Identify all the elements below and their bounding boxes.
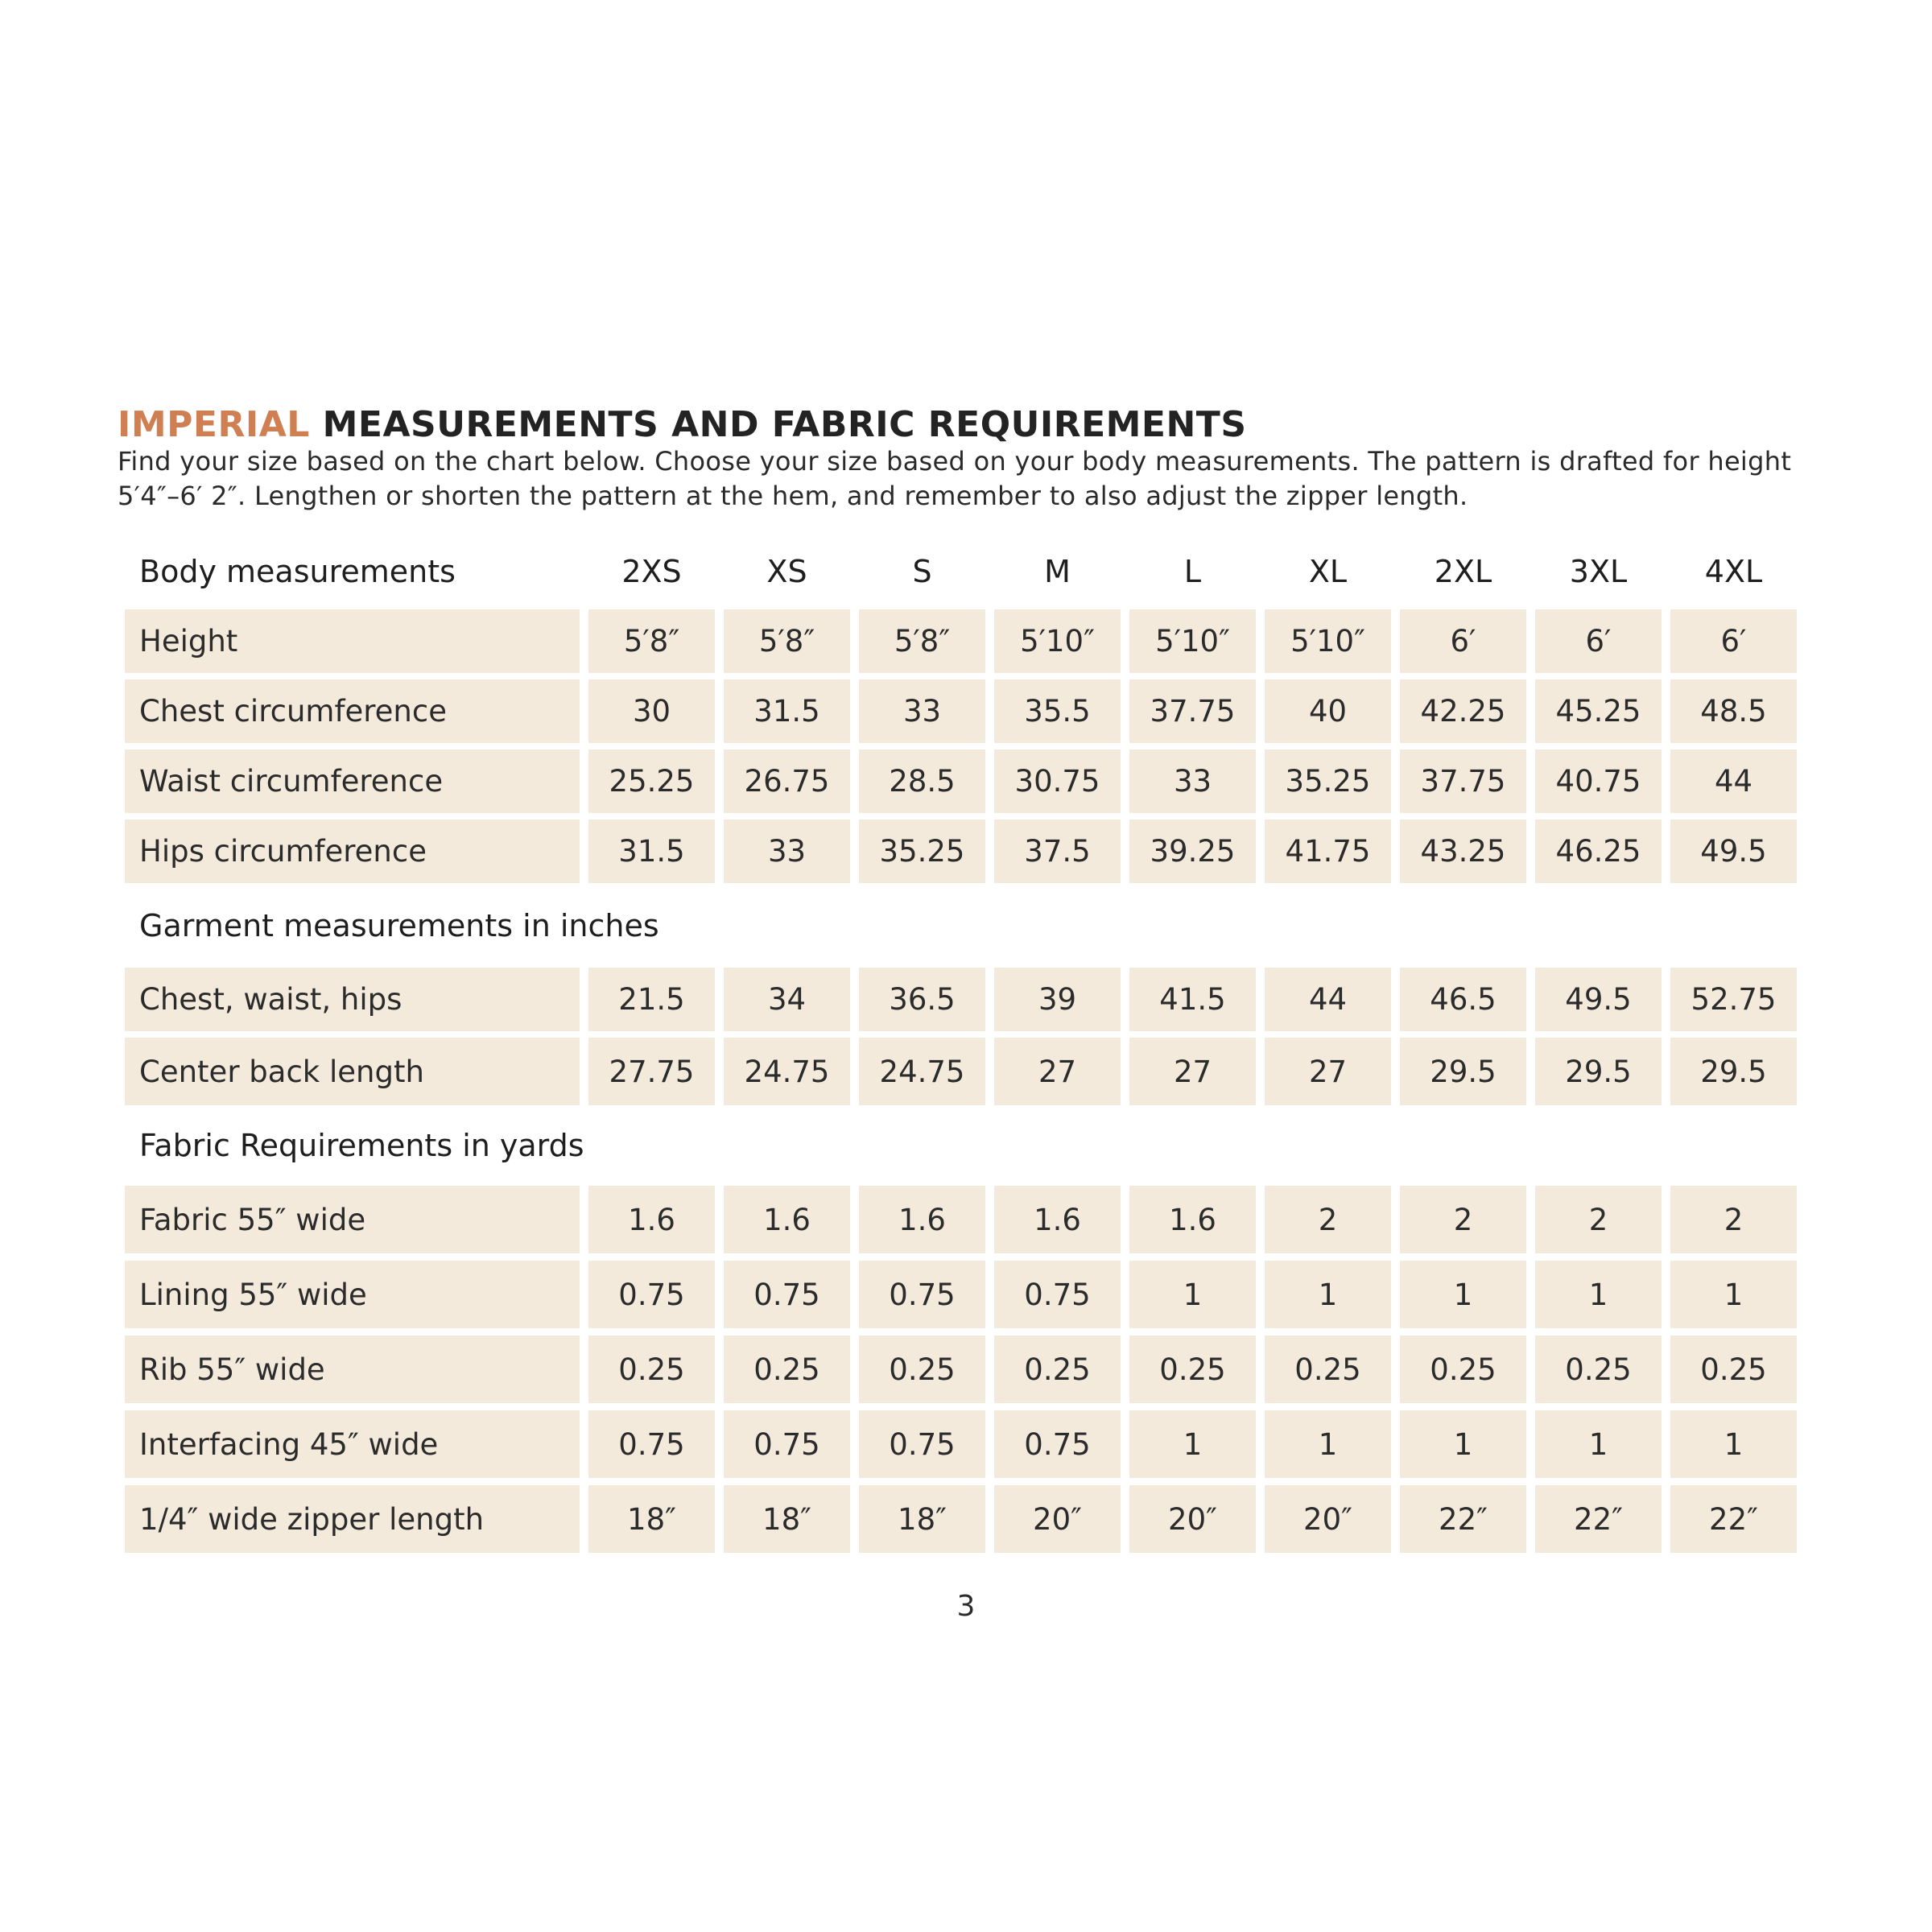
- table-cell: 0.75: [724, 1261, 850, 1328]
- size-header: 2XL: [1434, 554, 1492, 589]
- row-label: Height: [125, 609, 580, 673]
- table-cell: 20″: [994, 1485, 1121, 1553]
- table-cell: 0.75: [994, 1261, 1121, 1328]
- title-accent: IMPERIAL: [118, 404, 310, 445]
- table-row: [125, 1261, 1799, 1328]
- table-row: [125, 1038, 1799, 1105]
- table-cell: 30: [588, 679, 715, 743]
- table-cell: 1.6: [1129, 1186, 1256, 1253]
- table-cell: 1: [1670, 1261, 1797, 1328]
- table-cell: 6′: [1400, 609, 1526, 673]
- row-label: Hips circumference: [125, 819, 580, 883]
- table-cell: 33: [1129, 749, 1256, 813]
- table-row: [125, 1186, 1799, 1253]
- table-cell: 22″: [1670, 1485, 1797, 1553]
- table-cell: 0.25: [1265, 1335, 1391, 1403]
- table-cell: 40.75: [1535, 749, 1662, 813]
- table-cell: 41.75: [1265, 819, 1391, 883]
- table-header-row: [125, 539, 1799, 604]
- table-cell: 1: [1400, 1261, 1526, 1328]
- row-label: Waist circumference: [125, 749, 580, 813]
- table-cell: 22″: [1400, 1485, 1526, 1553]
- intro-line-1: Find your size based on the chart below. Choose your size based on your body measurements. The pattern is drafted for height: [118, 446, 1792, 477]
- table-cell: 0.75: [724, 1410, 850, 1478]
- size-header: M: [1044, 554, 1071, 589]
- table-cell: 39.25: [1129, 819, 1256, 883]
- table-cell: 1: [1265, 1261, 1391, 1328]
- table-cell: 49.5: [1670, 819, 1797, 883]
- page-number: 3: [956, 1590, 976, 1623]
- table-cell: 0.75: [588, 1261, 715, 1328]
- table-cell: 33: [859, 679, 985, 743]
- row-label: Chest, waist, hips: [125, 968, 580, 1031]
- title-rest: MEASUREMENTS AND FABRIC REQUIREMENTS: [322, 404, 1247, 445]
- table-cell: 31.5: [724, 679, 850, 743]
- table-cell: 49.5: [1535, 968, 1662, 1031]
- size-header: 3XL: [1569, 554, 1628, 589]
- table-cell: 5′10″: [994, 609, 1121, 673]
- table-cell: 30.75: [994, 749, 1121, 813]
- table-cell: 40: [1265, 679, 1391, 743]
- size-chart-table: [125, 539, 1799, 1553]
- section-heading-garment: Garment measurements in inches: [139, 907, 659, 943]
- table-cell: 42.25: [1400, 679, 1526, 743]
- table-cell: 1.6: [859, 1186, 985, 1253]
- table-cell: 24.75: [859, 1038, 985, 1105]
- table-cell: 5′8″: [859, 609, 985, 673]
- table-cell: 46.25: [1535, 819, 1662, 883]
- table-cell: 1.6: [588, 1186, 715, 1253]
- table-cell: 37.5: [994, 819, 1121, 883]
- table-cell: 36.5: [859, 968, 985, 1031]
- table-cell: 52.75: [1670, 968, 1797, 1031]
- table-cell: 28.5: [859, 749, 985, 813]
- table-cell: 18″: [724, 1485, 850, 1553]
- table-cell: 18″: [859, 1485, 985, 1553]
- table-cell: 44: [1670, 749, 1797, 813]
- table-cell: 0.75: [588, 1410, 715, 1478]
- table-cell: 1: [1400, 1410, 1526, 1478]
- table-cell: 29.5: [1535, 1038, 1662, 1105]
- table-cell: 2: [1400, 1186, 1526, 1253]
- table-cell: 27: [994, 1038, 1121, 1105]
- size-header: L: [1183, 554, 1202, 589]
- table-cell: 48.5: [1670, 679, 1797, 743]
- intro-paragraph: [118, 444, 1824, 514]
- size-header: XL: [1308, 554, 1348, 589]
- table-cell: 1: [1670, 1410, 1797, 1478]
- table-cell: 31.5: [588, 819, 715, 883]
- table-cell: 20″: [1129, 1485, 1256, 1553]
- table-cell: 21.5: [588, 968, 715, 1031]
- table-cell: 37.75: [1129, 679, 1256, 743]
- table-cell: 0.25: [724, 1335, 850, 1403]
- row-label: Rib 55″ wide: [125, 1335, 580, 1403]
- table-cell: 46.5: [1400, 968, 1526, 1031]
- table-row: [125, 1335, 1799, 1403]
- table-row: [125, 749, 1799, 813]
- table-row: [125, 968, 1799, 1031]
- row-label: Lining 55″ wide: [125, 1261, 580, 1328]
- table-cell: 27.75: [588, 1038, 715, 1105]
- row-label: Fabric 55″ wide: [125, 1186, 580, 1253]
- table-cell: 0.25: [1670, 1335, 1797, 1403]
- table-cell: 26.75: [724, 749, 850, 813]
- table-cell: 0.25: [1400, 1335, 1526, 1403]
- size-header: S: [912, 554, 932, 589]
- table-cell: 37.75: [1400, 749, 1526, 813]
- table-cell: 25.25: [588, 749, 715, 813]
- table-cell: 39: [994, 968, 1121, 1031]
- table-cell: 1: [1535, 1410, 1662, 1478]
- table-cell: 41.5: [1129, 968, 1256, 1031]
- row-label: Chest circumference: [125, 679, 580, 743]
- row-label: Center back length: [125, 1038, 580, 1105]
- table-cell: 5′10″: [1265, 609, 1391, 673]
- table-cell: 0.25: [588, 1335, 715, 1403]
- table-cell: 18″: [588, 1485, 715, 1553]
- size-header: XS: [766, 554, 807, 589]
- table-cell: 1: [1129, 1261, 1256, 1328]
- table-cell: 2: [1670, 1186, 1797, 1253]
- table-row: [125, 819, 1799, 883]
- table-cell: 22″: [1535, 1485, 1662, 1553]
- table-cell: 6′: [1670, 609, 1797, 673]
- table-cell: 5′8″: [588, 609, 715, 673]
- table-cell: 29.5: [1670, 1038, 1797, 1105]
- table-cell: 29.5: [1400, 1038, 1526, 1105]
- table-row: [125, 1410, 1799, 1478]
- table-cell: 1.6: [724, 1186, 850, 1253]
- table-cell: 5′10″: [1129, 609, 1256, 673]
- size-header: 4XL: [1704, 554, 1763, 589]
- table-cell: 1.6: [994, 1186, 1121, 1253]
- table-cell: 27: [1129, 1038, 1256, 1105]
- table-row: [125, 609, 1799, 673]
- table-cell: 35.5: [994, 679, 1121, 743]
- table-cell: 0.25: [1535, 1335, 1662, 1403]
- table-cell: 43.25: [1400, 819, 1526, 883]
- table-cell: 34: [724, 968, 850, 1031]
- table-row: [125, 679, 1799, 743]
- table-cell: 45.25: [1535, 679, 1662, 743]
- table-cell: 2: [1535, 1186, 1662, 1253]
- table-cell: 0.25: [859, 1335, 985, 1403]
- table-cell: 6′: [1535, 609, 1662, 673]
- row-label: 1/4″ wide zipper length: [125, 1485, 580, 1553]
- table-cell: 1: [1129, 1410, 1256, 1478]
- header-label: Body measurements: [139, 554, 456, 589]
- section-heading-fabric: Fabric Requirements in yards: [139, 1128, 584, 1163]
- page-title: [118, 401, 1247, 449]
- row-label: Interfacing 45″ wide: [125, 1410, 580, 1478]
- table-cell: 33: [724, 819, 850, 883]
- table-cell: 0.25: [1129, 1335, 1256, 1403]
- size-header: 2XS: [621, 554, 682, 589]
- table-cell: 24.75: [724, 1038, 850, 1105]
- intro-line-2: 5′4″–6′ 2″. Lengthen or shorten the pattern at the hem, and remember to also adjust the zipper length.: [118, 481, 1468, 511]
- table-cell: 35.25: [859, 819, 985, 883]
- table-cell: 1: [1265, 1410, 1391, 1478]
- table-cell: 20″: [1265, 1485, 1391, 1553]
- table-cell: 44: [1265, 968, 1391, 1031]
- table-cell: 0.25: [994, 1335, 1121, 1403]
- table-cell: 0.75: [859, 1261, 985, 1328]
- table-cell: 0.75: [859, 1410, 985, 1478]
- table-cell: 5′8″: [724, 609, 850, 673]
- table-cell: 1: [1535, 1261, 1662, 1328]
- table-cell: 0.75: [994, 1410, 1121, 1478]
- table-row: [125, 1485, 1799, 1553]
- table-cell: 35.25: [1265, 749, 1391, 813]
- table-cell: 27: [1265, 1038, 1391, 1105]
- table-cell: 2: [1265, 1186, 1391, 1253]
